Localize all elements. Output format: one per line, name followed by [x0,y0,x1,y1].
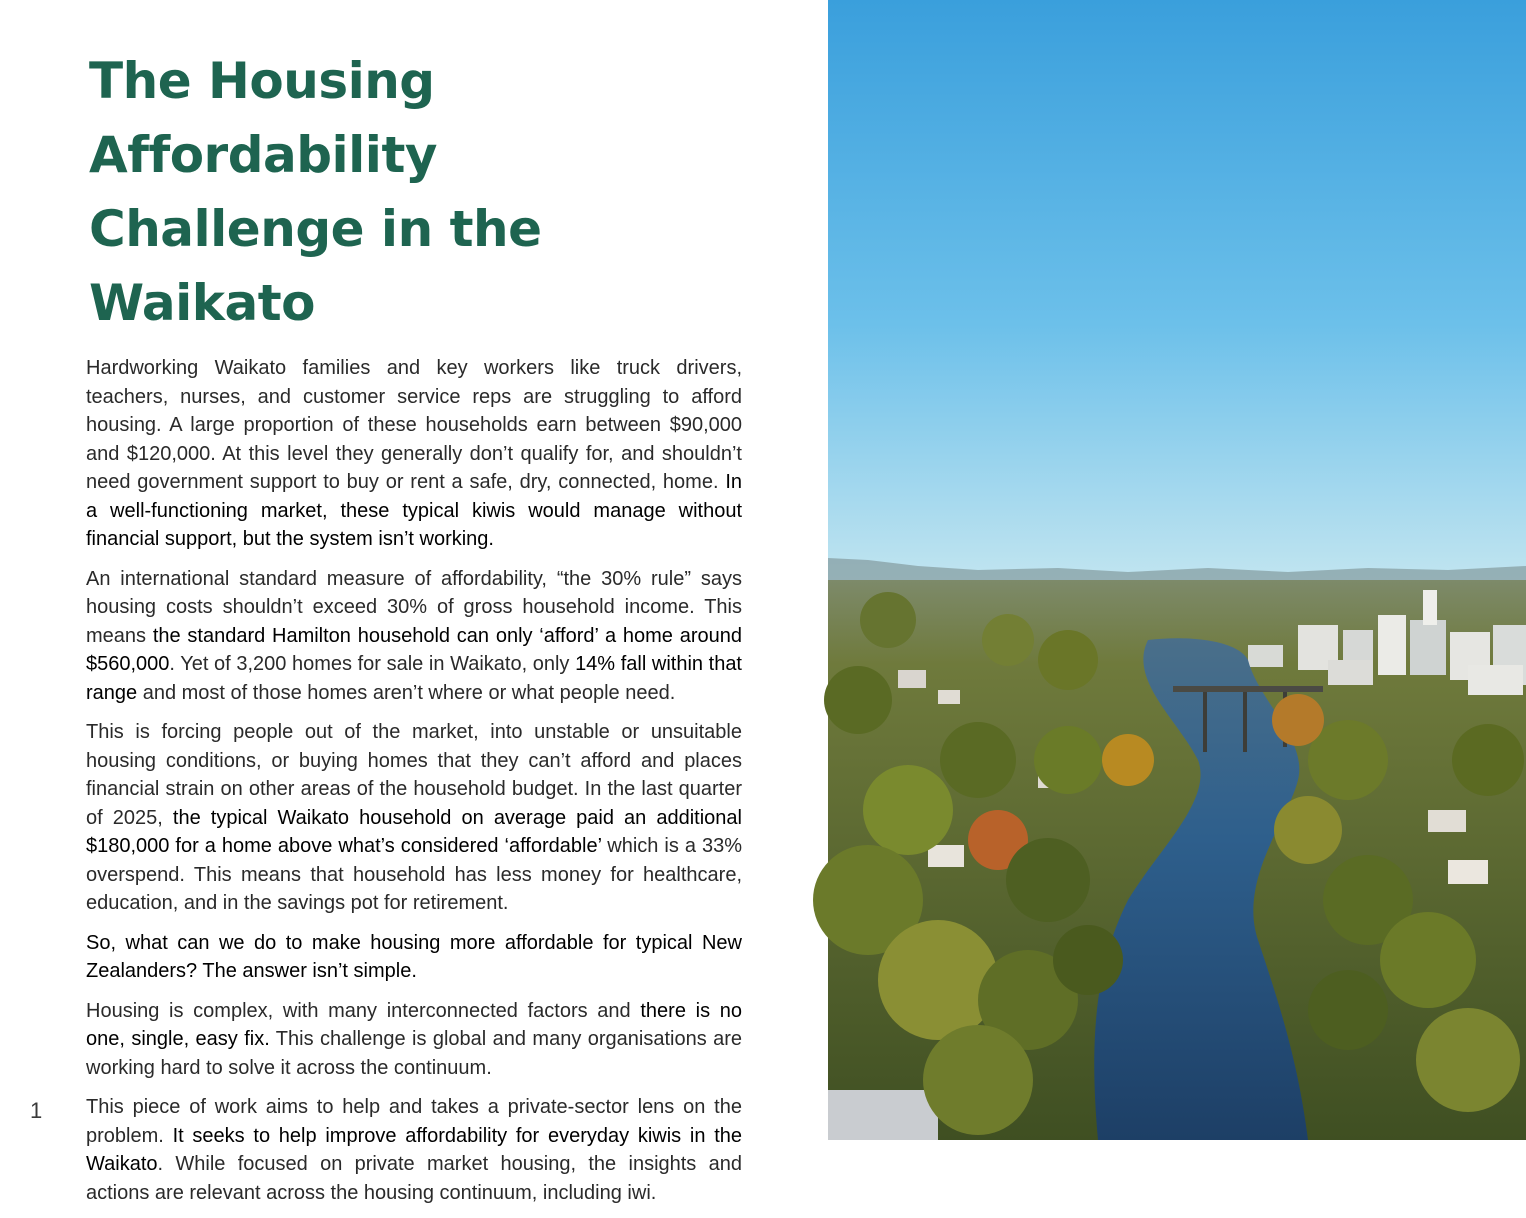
paragraph-3-text-b: which is a 33% overspend. This means that household has less money for healthcare, education, and in the savings pot for retirement. [86,835,742,914]
paragraph-2-text-a: An international standard measure of affordability, “the 30% rule” says housing costs shouldn’t exceed 30% of gross household income. This means [86,567,742,647]
paragraph-1-emphasis: In a well-functioning market, these typical kiwis would manage without financial support, but the system isn’t working. [86,471,742,550]
paragraph-3-text-a: This is forcing people out of the market, into unstable or unsuitable housing conditions, or buying homes that they can’t afford and places financial strain on other areas of the household budget. In the last quarter of 2025, [86,721,742,829]
paragraph-2-text-c: and most of those homes aren’t where or what people need. [137,681,676,704]
paragraph-1 [86,354,742,554]
aerial-river-illustration [828,0,1526,1140]
paragraph-3-emphasis: the typical Waikato household on average paid an additional $180,000 for a home above what’s considered ‘affordable’ [86,806,742,857]
title-line-2: Challenge in the Waikato [89,200,542,332]
paragraph-6 [86,1093,742,1207]
paragraph-2-emphasis-b: 14% fall within that range [86,653,742,704]
paragraph-2 [86,565,742,708]
paragraph-3 [86,718,742,918]
paragraph-6-text-a: This piece of work aims to help and takes a private-sector lens on the problem. [86,1096,742,1147]
paragraph-1-text: Hardworking Waikato families and key workers like truck drivers, teachers, nurses, and customer service reps are struggling to afford housing. A large proportion of these households earn between $90,000 and $120,000. At this level they generally don’t qualify for, and shouldn’t need government support to buy or rent a safe, dry, connected, home. [86,357,742,493]
paragraph-6-emphasis: It seeks to help improve affordability for everyday kiwis in the Waikato [86,1124,743,1175]
sky [828,0,1526,590]
page-number: 1 [30,1098,43,1123]
paragraph-5-emphasis: there is no one, single, easy fix. [86,999,742,1050]
paragraph-5-text-a: Housing is complex, with many interconnected factors and [86,999,641,1022]
paragraph-5 [86,997,742,1083]
paragraph-2-text-b: . Yet of 3,200 homes for sale in Waikato, only [169,653,576,675]
paragraph-4-emphasis: So, what can we do to make housing more affordable for typical New Zealanders? The answer isn’t simple. [86,931,742,982]
paragraph-5-text-b: This challenge is global and many organisations are working hard to solve it across the continuum. [86,1028,743,1079]
text-column [86,44,742,1218]
paragraph-2-emphasis-a: the standard Hamilton household can only ‘afford’ a home around $560,000 [86,624,742,675]
page-title [89,44,742,340]
paragraph-6-text-b: . While focused on private market housing, the insights and actions are relevant across the housing continuum, including iwi. [86,1153,742,1204]
aerial-river-photo [828,0,1526,1140]
title-line-1: The Housing Affordability [89,52,437,184]
paragraph-4 [86,929,742,986]
